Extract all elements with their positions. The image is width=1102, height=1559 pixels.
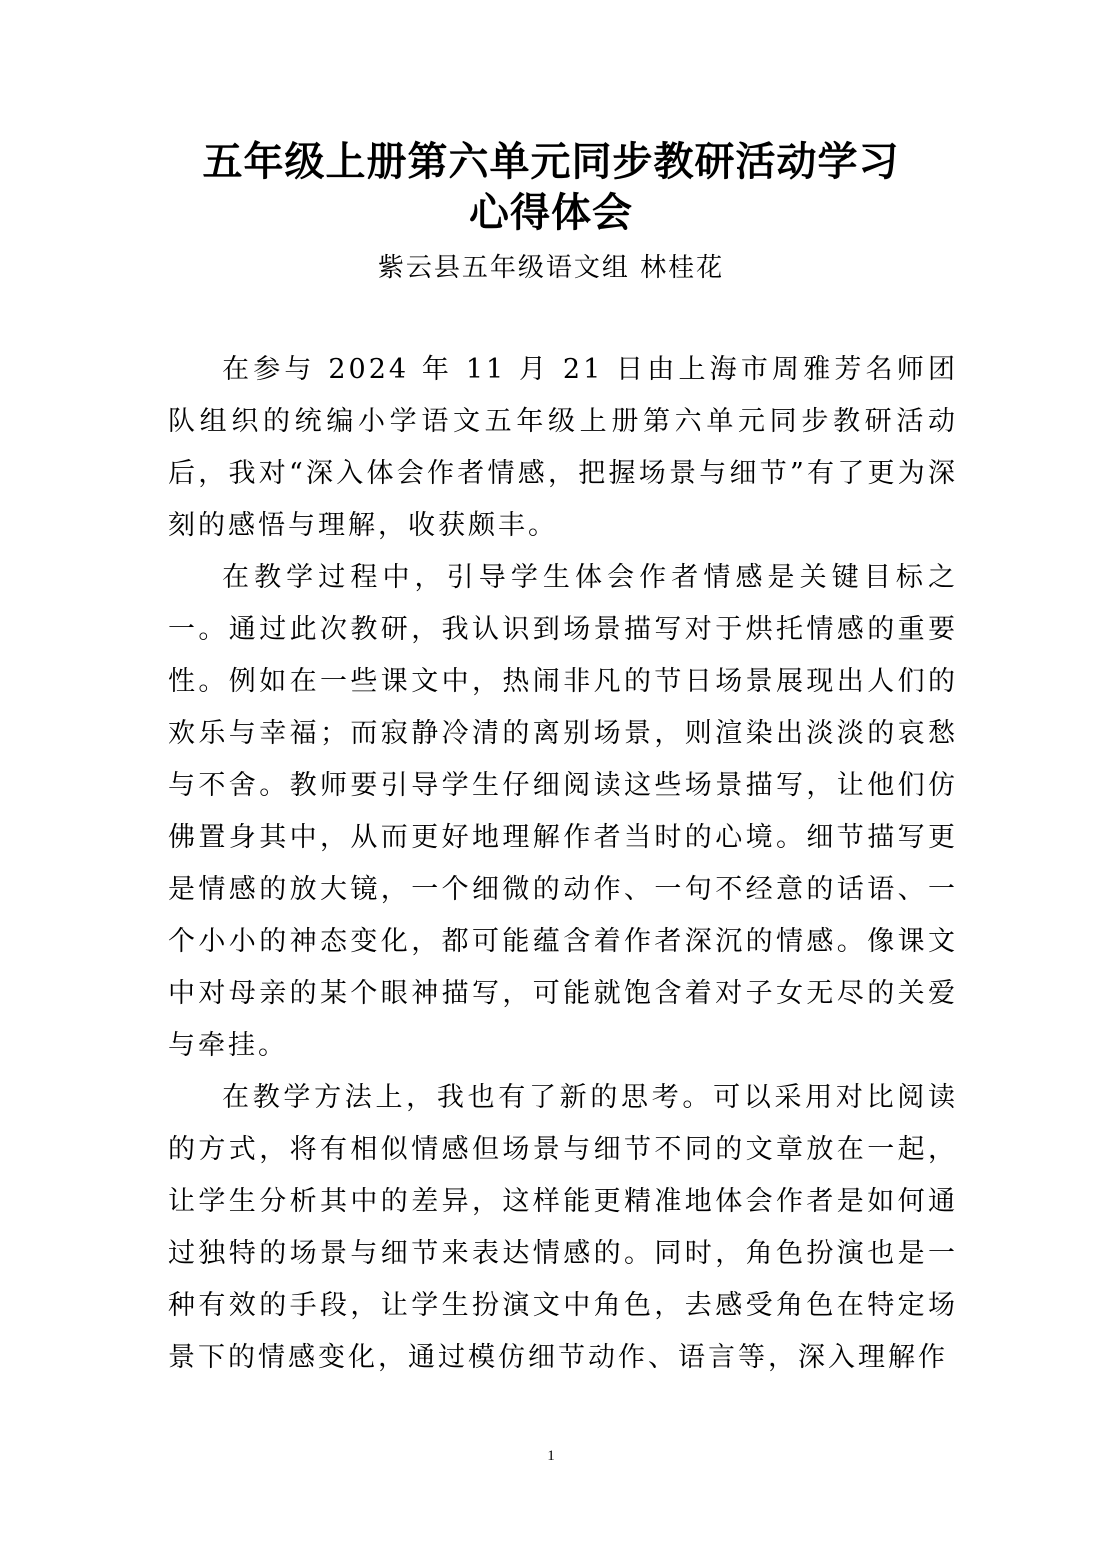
- document-body: [168, 344, 958, 1384]
- page-number: 1: [547, 1448, 555, 1464]
- paragraph-1: 在参与 2024 年 11 月 21 日由上海市周雅芳名师团队组织的统编小学语文五年级上册第六单元同步教研活动后，我对“深入体会作者情感，把握场景与细节”有了更为深刻的感悟与理解，收获颇丰。: [168, 354, 958, 541]
- document-title-line-2: 心得体会: [469, 189, 633, 236]
- document-title-line-1: 五年级上册第六单元同步教研活动学习: [202, 138, 900, 185]
- paragraph-2: 在教学过程中，引导学生体会作者情感是关键目标之一。通过此次教研，我认识到场景描写对于烘托情感的重要性。例如在一些课文中，热闹非凡的节日场景展现出人们的欢乐与幸福；而寂静冷清的离别场景，则渲染出淡淡的哀愁与不舍。教师要引导学生仔细阅读这些场景描写，让他们仿佛置身其中，从而更好地理解作者当时的心境。细节描写更是情感的放大镜，一个细微的动作、一句不经意的话语、一个小小的神态变化，都可能蕴含着作者深沉的情感。像课文中对母亲的某个眼神描写，可能就饱含着对子女无尽的关爱与牵挂。: [168, 562, 958, 1061]
- author-line: 紫云县五年级语文组 林桂花: [377, 253, 725, 283]
- paragraph-3: 在教学方法上，我也有了新的思考。可以采用对比阅读的方式，将有相似情感但场景与细节不同的文章放在一起，让学生分析其中的差异，这样能更精准地体会作者是如何通过独特的场景与细节来表达情感的。同时，角色扮演也是一种有效的手段，让学生扮演文中角色，去感受角色在特定场景下的情感变化，通过模仿细节动作、语言等，深入理解作: [168, 1082, 958, 1373]
